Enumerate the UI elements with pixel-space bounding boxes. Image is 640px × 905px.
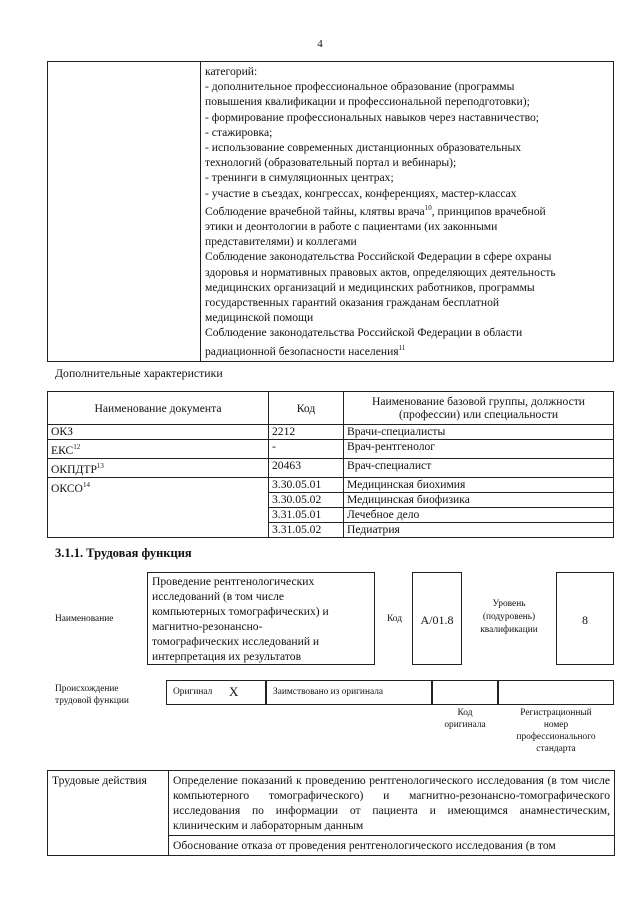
original-mark: X — [229, 684, 239, 699]
footnote-ref: 11 — [398, 343, 406, 352]
reg-number-caption: Регистрационный номер профессионального стандарта — [516, 708, 596, 754]
text-line: - формирование профессиональных навыков через наставничество; — [205, 110, 539, 124]
code-cell: 3.30.05.02 — [269, 492, 344, 507]
text-line: томографических исследований и — [152, 635, 320, 648]
borrowed-label: Заимствовано из оригинала — [273, 687, 384, 697]
code-cell: 20463 — [269, 458, 344, 477]
text-line: технологий (образовательный портал и вебинары); — [205, 156, 457, 170]
original-label: Оригинал — [173, 687, 213, 697]
name-cell: Медицинская биохимия — [344, 477, 614, 492]
text-line: медицинской помощи — [205, 311, 314, 325]
action-item: Обоснование отказа от проведения рентгенологического исследования (в том — [169, 836, 615, 856]
text-line: государственных гарантий оказания гражданам бесплатной — [205, 295, 500, 309]
table-row — [48, 425, 614, 440]
text-line: - участие в съездах, конгрессах, конференциях, мастер-классах — [205, 186, 517, 200]
text-line: исследований (в том числе — [152, 590, 285, 603]
name-cell: Педиатрия — [344, 522, 614, 537]
doc-cell: ОКСО$^{14}$ — [48, 477, 269, 537]
text-line: - тренинги в симуляционных центрах; — [205, 171, 394, 185]
actions-label: Трудовые действия — [48, 771, 169, 856]
text-line: представителями) и коллегами — [205, 235, 357, 249]
text-line: - стажировка; — [205, 125, 273, 139]
code-cell: 3.31.05.01 — [269, 507, 344, 522]
name-cell: Медицинская биофизика — [344, 492, 614, 507]
level-box: 8 — [556, 572, 614, 665]
borrowed-cell — [266, 680, 432, 705]
labor-function-heading: 3.1.1. Трудовая функция — [55, 546, 192, 560]
page-number: 4 — [317, 38, 323, 50]
footnote-ref: 13 — [96, 461, 104, 470]
code-cell: - — [269, 440, 344, 459]
text-line: интерпретация их результатов — [152, 650, 302, 663]
text-line: повышения квалификации и профессиональной переподготовки); — [205, 95, 530, 109]
table-row — [48, 477, 614, 492]
col-header-code: Код — [269, 392, 344, 425]
text-line: категорий: — [205, 65, 258, 78]
level-label: Уровень (подуровень) квалификации — [480, 599, 538, 635]
text-segment: , принципов врачебной — [431, 204, 546, 218]
action-item: Определение показаний к проведению рентгенологического исследования (в том числе компьютерного томографического) и магнитно-резонансно-томографического исследования по информации от пациента и имеющимся анамнестическим, клиническим и лабораторным данным — [169, 771, 615, 836]
table-row — [48, 771, 615, 836]
original-cell — [166, 680, 266, 705]
code-cell: 3.30.05.01 — [269, 477, 344, 492]
code-cell: 2212 — [269, 425, 344, 440]
name-cell: Лечебное дело — [344, 507, 614, 522]
table-row — [48, 458, 614, 477]
function-name-box — [147, 572, 375, 665]
text-line: Соблюдение законодательства Российской Федерации в области — [205, 326, 523, 340]
reg-number-cell — [498, 680, 614, 705]
labor-actions-table — [47, 770, 615, 856]
empty-cell — [48, 62, 201, 362]
text-line: - дополнительное профессиональное образование (программы — [205, 80, 515, 94]
code-cell: 3.31.05.02 — [269, 522, 344, 537]
text-segment: Соблюдение врачебной тайны, клятвы врача — [205, 204, 425, 218]
code-original-cell — [432, 680, 498, 705]
text-line: этики и деонтологии в работе с пациентами (их законными — [205, 219, 498, 233]
additional-heading: Дополнительные характеристики — [55, 366, 223, 380]
doc-cell: ЕКС$^{12}$ — [48, 440, 269, 459]
code-box: A/01.8 — [412, 572, 462, 665]
table-row — [48, 440, 614, 459]
name-cell: Врач-специалист — [344, 458, 614, 477]
footnote-ref: 10 — [424, 203, 432, 212]
doc-cell: ОКПДТР$^{13}$ — [48, 458, 269, 477]
doc-cell: ОКЗ — [48, 425, 269, 440]
code-original-caption: Код оригинала — [444, 708, 486, 730]
name-cell: Врач-рентгенолог — [344, 440, 614, 459]
additional-table — [47, 391, 614, 538]
competency-text — [201, 62, 614, 362]
text-line: Проведение рентгенологических — [152, 575, 315, 588]
text-segment: радиационной безопасности населения — [205, 344, 399, 358]
text-line — [205, 201, 609, 219]
text-line: Соблюдение законодательства Российской Федерации в сфере охраны — [205, 250, 552, 264]
text-line: медицинских организаций и медицинских работников, программы — [205, 280, 535, 294]
origin-label: Происхождение трудовой функции — [55, 684, 129, 706]
code-label: Код — [387, 614, 402, 624]
name-label: Наименование — [55, 614, 114, 624]
footnote-ref: 14 — [82, 480, 90, 489]
col-header-name: Наименование базовой группы, должности (профессии) или специальности — [344, 392, 614, 425]
text-line: магнитно-резонансно- — [152, 620, 263, 633]
name-cell: Врачи-специалисты — [344, 425, 614, 440]
text-line: компьютерных томографических) и — [152, 605, 329, 618]
footnote-ref: 12 — [73, 443, 81, 451]
competency-table — [47, 61, 614, 362]
text-line — [205, 341, 609, 359]
text-line: - использование современных дистанционных образовательных — [205, 141, 522, 155]
text-line: здоровья и нормативных правовых актов, определяющих деятельность — [205, 265, 556, 279]
col-header-doc: Наименование документа — [48, 392, 269, 425]
